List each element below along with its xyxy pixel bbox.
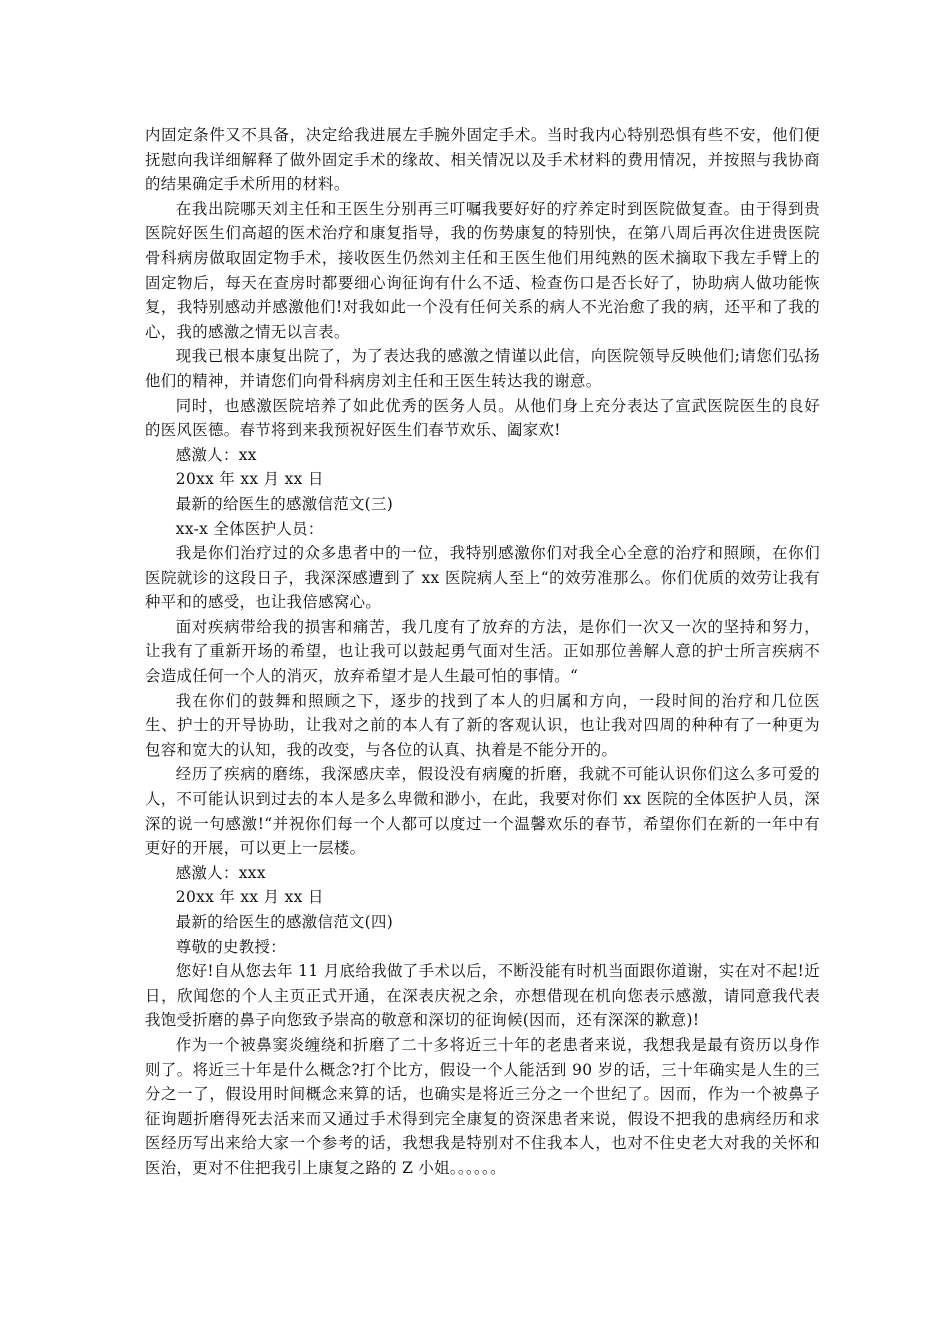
paragraph-discharge: 在我出院哪天刘主任和王医生分别再三叮嘱我要好好的疗养定时到医院做复查。由于得到贵医院好医生们高超的医术治疗和康复指导，我的伤势康复的特别快，在第八周后再次住进贵医院骨科病房做取固定物手术，接收医生仍然刘主任和王医生他们用纯熟的医术摘取下我左手臂上的固定物后，每天在查房时都要细心询征询有什么不适、检查伤口是否长好了，协助病人做功能恢复，我特别感动并感激他们!对我如此一个没有任何关系的病人不光治愈了我的病，还平和了我的心，我的感激之情无以言表。 bbox=[145, 199, 820, 341]
document-body bbox=[145, 123, 820, 1181]
signature-line: 感激人：xxx bbox=[175, 863, 266, 882]
section-heading-3: 最新的给医生的感激信范文(三) bbox=[175, 494, 394, 513]
date-line: 20xx 年 xx 月 xx 日 bbox=[175, 888, 324, 907]
date-line: 20xx 年 xx 月 xx 日 bbox=[175, 470, 324, 489]
paragraph-encouragement: 我在你们的鼓舞和照顾之下，逐步的找到了本人的归属和方向，一段时间的治疗和几位医生、护士的开导协助，让我对之前的本人有了新的客观认识，也让我对四周的种种有了一种更为包容和宽大的认知，我的改变，与各位的认真、执着是不能分开的。 bbox=[145, 691, 820, 759]
salutation-line: 尊敬的史教授： bbox=[175, 937, 286, 956]
paragraph-experience: 作为一个被鼻窦炎缠绕和折磨了二十多将近三十年的老患者来说，我想我是最有资历以身作则了。将近三十年是什么概念?打个比方，假设一个人能活到 90 岁的话，三十年确实是人生的三分之一了，假设用时间概念来算的话，也确实是将近三分之一个世纪了。因而，作为一个被鼻子征询题折磨得死去活来而又通过手术得到完全康复的资深患者来说，假设不把我的患病经历和求医经历写出来给大家一个参考的话，我想我是特别对不住我本人，也对不住史老大对我的关怀和医治，更对不住把我引上康复之路的 Z 小姐。。。。。。 bbox=[145, 1035, 820, 1177]
paragraph-recovered: 现我已根本康复出院了，为了表达我的感激之情谨以此信，向医院领导反映他们;请您们弘扬他们的精神，并请您们向骨科病房刘主任和王医生转达我的谢意。 bbox=[145, 347, 820, 390]
section-heading-4: 最新的给医生的感激信范文(四) bbox=[175, 913, 394, 931]
paragraph-greeting: 您好!自从您去年 11 月底给我做了手术以后，不断没能有时机当面跟你道谢，实在对不起!近日，欣闻您的个人主页正式开通，在深表庆祝之余，亦想借现在机向您表示感激，请同意我代表我饱受折磨的鼻子向您致予崇高的敬意和深切的征询候(因而，还有深深的歉意)! bbox=[145, 962, 820, 1030]
paragraph-illness: 面对疾病带给我的损害和痛苦，我几度有了放弃的方法，是你们一次又一次的坚持和努力，让我有了重新开场的希望，也让我可以鼓起勇气面对生活。正如那位善解人意的护士所言疾病不会造成任何一个人的消灭，放弃希望才是人生最可怕的事情。“ bbox=[145, 617, 820, 686]
paragraph-gratitude: 经历了疾病的磨练，我深感庆幸，假设没有病魔的折磨，我就不可能认识你们这么多可爱的人，不可能认识到过去的本人是多么卑微和渺小，在此，我要对你们 xx 医院的全体医护人员，深深的说一句感激!“并祝你们每一个人都可以度过一个温馨欢乐的春节，希望你们在新的一年中有更好的开展，可以更上一层楼。 bbox=[145, 765, 820, 858]
salutation-line: xx-x 全体医护人员： bbox=[175, 519, 324, 538]
paragraph-thanks-hospital: 同时，也感激医院培养了如此优秀的医务人员。从他们身上充分表达了宣武医院医生的良好的医风医德。春节将到来我预祝好医生们春节欢乐、阖家欢! bbox=[145, 396, 820, 440]
signature-line: 感激人：xx bbox=[175, 445, 257, 464]
paragraph-continuation: 内固定条件又不具备，决定给我进展左手腕外固定手术。当时我内心特别恐惧有些不安，他们便抚慰向我详细解释了做外固定手术的缘故、相关情况以及手术材料的费用情况，并按照与我协商的结果确定手术所用的材料。 bbox=[145, 126, 820, 194]
paragraph-patient: 我是你们治疗过的众多患者中的一位，我特别感激你们对我全心全意的治疗和照顾，在你们医院就诊的这段日子，我深深感遭到了 xx 医院病人至上“的效劳准那么。你们优质的效劳让我有种平和的感受，也让我倍感窝心。 bbox=[145, 544, 820, 612]
